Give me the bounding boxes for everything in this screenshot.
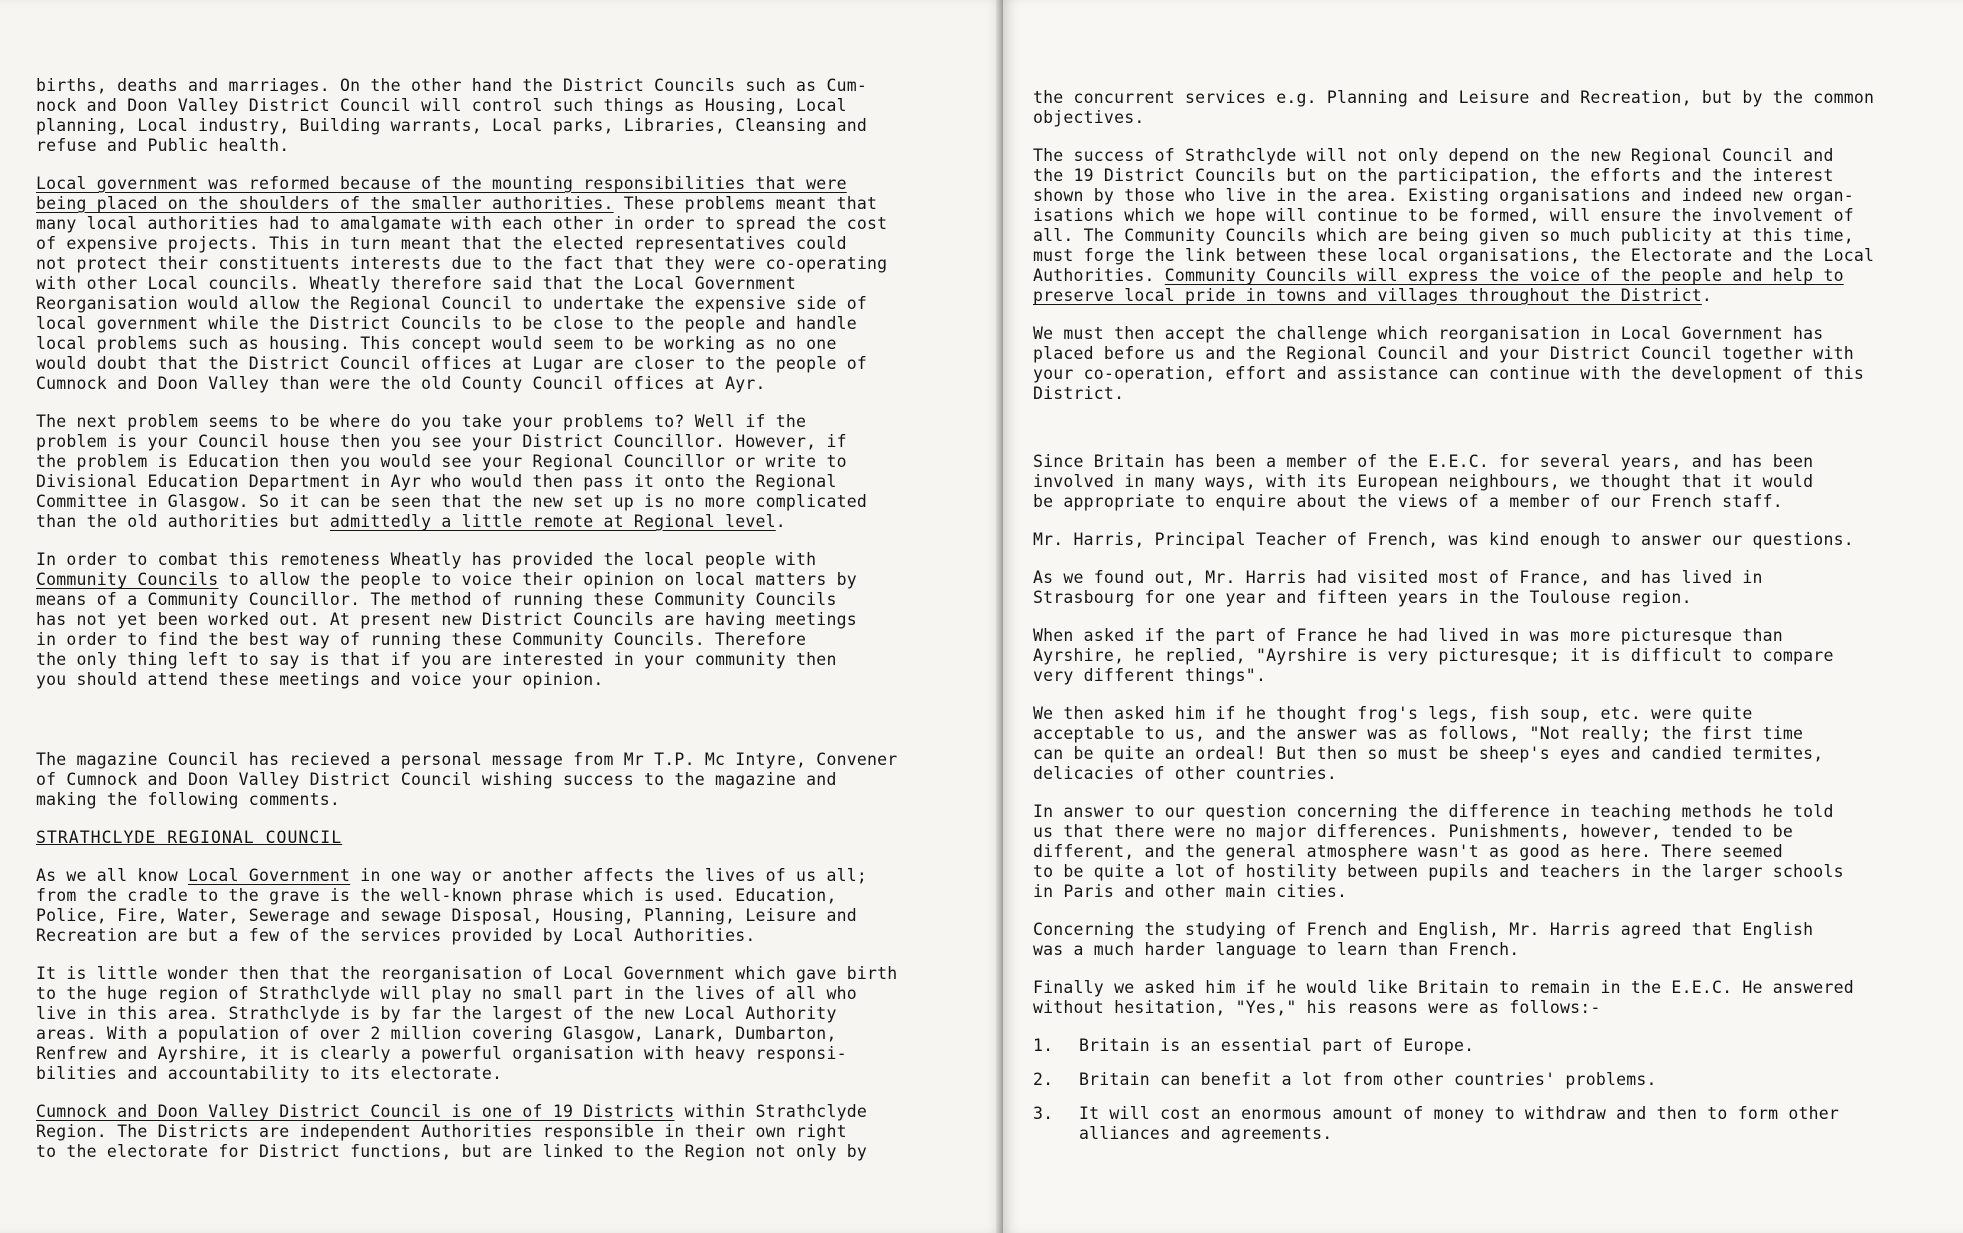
paragraph-text: to allow the people to voice their opinion on local matters by means of a Community Councillor. The method of running these Community Councils has not yet been worked out. At present new District Councils are having meetings in order to find the best way of running these Community Councils. Therefore the only thing left to say is that if you are interested in your community then you should attend these meetings and voice your opinion. (36, 570, 857, 689)
paragraph-accept-challenge: We must then accept the challenge which reorganisation in Local Government has placed before us and the Regional Council and your District Council together with your co-operation, effort and assistance can continue with the development of this District. (1033, 324, 1864, 403)
paragraph-community-councils (36, 550, 976, 690)
paragraph-eec-intro: Since Britain has been a member of the E.E.C. for several years, and has been involved in many ways, with its European neighbours, we thought that it would be appropriate to enquire about the views of a member of our French staff. (1033, 452, 1814, 511)
list-number: 2. (1033, 1070, 1054, 1089)
paragraph-council-services: births, deaths and marriages. On the other hand the District Councils such as Cum- nock and Doon Valley District Council will control such things as Housing, Local planning, Local industry, Building warrants, Local parks, Libraries, Cleansing and refuse and Public health. (36, 76, 867, 155)
list-number: 3. (1033, 1104, 1054, 1123)
paragraph-text: As we all know (36, 866, 189, 885)
paragraph-local-government (36, 866, 976, 946)
list-item (1033, 1070, 1933, 1090)
underlined-text: Cumnock and Doon Valley District Council is one of 19 Districts (36, 1102, 675, 1121)
list-item (1033, 1104, 1933, 1144)
list-item-text: Britain can benefit a lot from other countries' problems. (1079, 1070, 1657, 1089)
paragraph-picturesque: When asked if the part of France he had lived in was more picturesque than Ayrshire, he replied, "Ayrshire is very picturesque; it is difficult to compare very different things". (1033, 626, 1834, 685)
paragraph-magazine-message: The magazine Council has recieved a personal message from Mr T.P. Mc Intyre, Convener of Cumnock and Doon Valley District Council wishing success to the magazine and making the following comments. (36, 750, 898, 809)
section-heading: STRATHCLYDE REGIONAL COUNCIL (36, 828, 343, 847)
paragraph-where-to-take-problems (36, 412, 976, 532)
paragraph-teaching-methods: In answer to our question concerning the difference in teaching methods he told us that there were no major differences. Punishments, however, tended to be different, and the general atmosphere wasn't as good as here. There seemed to be quite a lot of hostility between pupils and teachers in the larger schools in Paris and other main cities. (1033, 802, 1844, 901)
paragraph-text: within Strathclyde Region. The Districts are independent Authorities responsible in their own right to the electorate for District functions, but are linked to the Region not only by (36, 1102, 867, 1161)
list-item-text: It will cost an enormous amount of money to withdraw and then to form other alliances and agreements. (1079, 1104, 1840, 1143)
paragraph-concurrent-services: the concurrent services e.g. Planning and Leisure and Recreation, but by the common objectives. (1033, 88, 1875, 127)
paragraph-districts (36, 1102, 976, 1162)
paragraph-text: These problems meant that many local authorities had to amalgamate with each other in order to spread the cost of expensive projects. This in turn meant that the elected representatives could not protect their constituents interests due to the fact that they were co-operating with other Local councils. Wheatly therefore said that the Local Government Reorganisation would allow the Regional Council to undertake the expensive side of local government while the District Councils to be close to the people and handle local problems such as housing. This concept would seem to be working as no one would doubt that the District Council offices at Lugar are closer to the people of Cumnock and Doon Valley than were the old County Council offices at Ayr. (36, 194, 888, 393)
underlined-text: Local government was reformed because of the mounting responsibilities that were being placed on the shoulders of the smaller authorities. (36, 174, 847, 213)
paragraph-mr-harris: Mr. Harris, Principal Teacher of French, was kind enough to answer our questions. (1033, 530, 1854, 549)
list-item-text: Britain is an essential part of Europe. (1079, 1036, 1475, 1055)
paragraph-reform-reasons (36, 174, 976, 394)
list-item (1033, 1036, 1933, 1056)
paragraph-text: in one way or another affects the lives of us all; from the cradle to the grave is the well-known phrase which is used. Education, Police, Fire, Water, Sewerage and sewage Disposal, Housing, Planning, Leisure and Recreation are but a few of the services provided by Local Authorities. (36, 866, 867, 945)
list-number: 1. (1033, 1036, 1054, 1055)
paragraph-text: . (1701, 286, 1712, 305)
paragraph-france-visits: As we found out, Mr. Harris had visited most of France, and has lived in Strasbourg for one year and fifteen years in the Toulouse region. (1033, 568, 1763, 607)
underlined-text: Local Government (188, 866, 351, 885)
reasons-list (1033, 1036, 1933, 1144)
paragraph-text: The success of Strathclyde will not only depend on the new Regional Council and the 19 District Councils but on the participation, the efforts and the interest shown by those who live in the area. Existing organisations and indeed new organ- isations which we hope will continue to be formed, will ensure the involvement of all. The Community Councils which are being given so much publicity at this time, must forge the link between these local organisations, the Electorate and the Local Authorities. (1033, 146, 1875, 285)
underlined-text: Community Councils will express the voice of the people and help to preserve local pride in towns and villages throughout the District (1033, 266, 1844, 305)
right-page (1003, 0, 1963, 1233)
paragraph-text: . (775, 512, 786, 531)
paragraph-text: The next problem seems to be where do you take your problems to? Well if the problem is your Council house then you see your District Councillor. However, if the problem is Education then you would see your Regional Councillor or write to Divisional Education Department in Ayr who would then pass it onto the Regional Committee in Glasgow. So it can be seen that the new set up is no more complicated than the old authorities but (36, 412, 867, 531)
paragraph-languages: Concerning the studying of French and English, Mr. Harris agreed that English was a much harder language to learn than French. (1033, 920, 1814, 959)
paragraph-remain-in-eec: Finally we asked him if he would like Britain to remain in the E.E.C. He answered without hesitation, "Yes," his reasons were as follows:- (1033, 978, 1854, 1017)
paragraph-text: In order to combat this remoteness Wheatly has provided the local people with (36, 550, 817, 569)
underlined-text: Community Councils (36, 570, 219, 589)
paragraph-success-of-strathclyde (1033, 146, 1933, 306)
paragraph-food: We then asked him if he thought frog's legs, fish soup, etc. were quite acceptable to us, and the answer was as follows, "Not really; the first time can be quite an ordeal! But then so must be sheep's eyes and candied termites, delicacies of other countries. (1033, 704, 1824, 783)
underlined-text: admittedly a little remote at Regional level (329, 512, 776, 531)
paragraph-strathclyde: It is little wonder then that the reorganisation of Local Government which gave birth to the huge region of Strathclyde will play no small part in the lives of all who live in this area. Strathclyde is by far the largest of the new Local Authority areas. With a population of over 2 million covering Glasgow, Lanark, Dumbarton, Renfrew and Ayrshire, it is clearly a powerful organisation with heavy responsi- bilities and accountability to its electorate. (36, 964, 898, 1083)
